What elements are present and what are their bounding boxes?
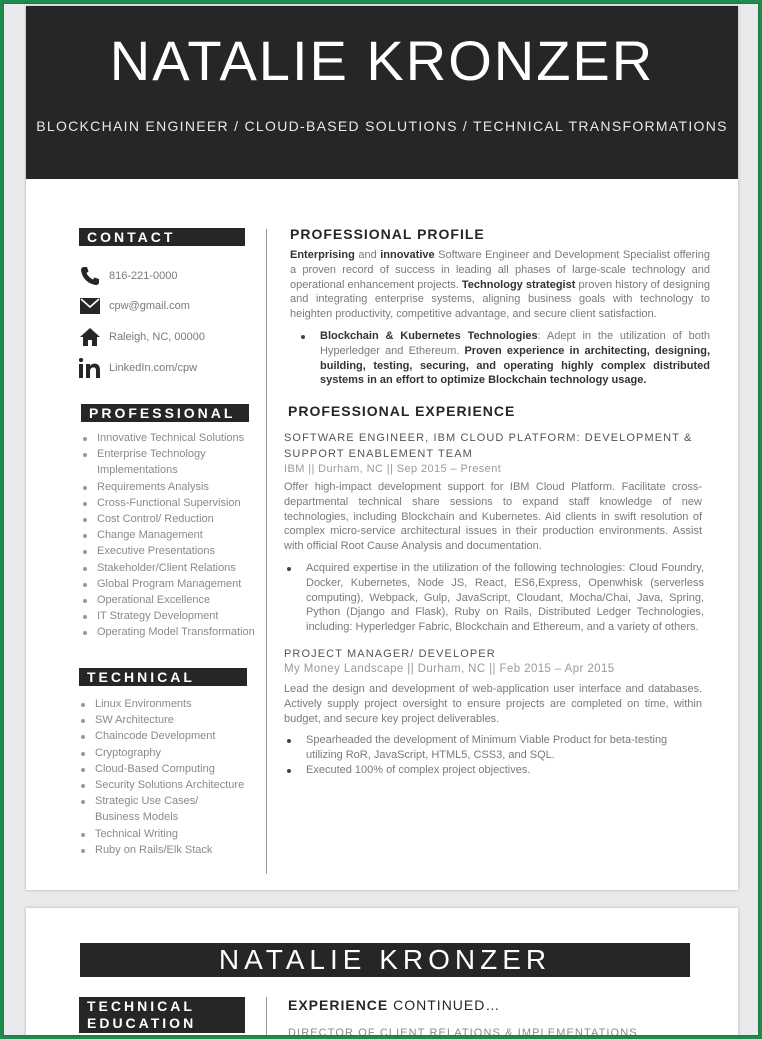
list-item: Innovative Technical Solutions: [83, 430, 261, 446]
list-item: Cloud-Based Computing: [81, 761, 259, 777]
list-item: Linux Environments: [81, 696, 259, 712]
list-item: Technical Writing: [81, 826, 259, 842]
list-item: Executed 100% of complex project objectives.: [284, 763, 704, 778]
envelope-icon: [79, 295, 101, 317]
list-item: Requirements Analysis: [83, 479, 261, 495]
document-viewer: [3, 3, 759, 1036]
list-item: Operating Model Transformation: [83, 624, 261, 640]
list-item: Change Management: [83, 527, 261, 543]
list-item: Global Program Management: [83, 576, 261, 592]
job-title: PROJECT MANAGER/ DEVELOPER: [284, 648, 496, 660]
list-item: IT Strategy Development: [83, 608, 261, 624]
profile-summary: Enterprising and innovative Software Engineer and Development Specialist offering a proven record of success in leading all phases of large-scale technology and operational enhancement projects. Technology strategist proven history of designing and integrating enterprise systems, aligning business goals with technology to heighten productivity, competitive advantage, and secure client satisfaction.: [290, 249, 710, 321]
list-item: SW Architecture: [81, 712, 259, 728]
linkedin-url: LinkedIn.com/cpw: [109, 362, 198, 374]
list-item: Cryptography: [81, 745, 259, 761]
resume-page-1: [26, 6, 738, 890]
job-summary: Offer high-impact development support for IBM Cloud Platform. Facilitate cross-departmental technical share sessions to expand staff knowledge of new technologies, including Blockchain and Kubernetes. Aid clients in swift resolution of complex micro-service architectural issues in their production environments. Assist with official Root Cause Analysis and documentation.: [284, 481, 702, 553]
list-item: Chaincode Development: [81, 728, 259, 744]
job-bullets: [284, 561, 704, 635]
list-item: Ruby on Rails/Elk Stack: [81, 842, 259, 858]
job-meta: IBM || Durham, NC || Sep 2015 – Present: [284, 463, 502, 475]
email-address: cpw@gmail.com: [109, 300, 190, 312]
experience-continued-heading: EXPERIENCE CONTINUED…: [288, 997, 501, 1013]
contact-location: [79, 326, 259, 348]
column-divider: [266, 997, 267, 1036]
professional-skills-list: [83, 430, 261, 641]
job-summary: Lead the design and development of web-application user interface and databases. Actively supply project oversight to ensure projects are completed on time, within budget, and secure key project deliverables.: [284, 683, 702, 725]
home-icon: [79, 326, 101, 348]
contact-email: [79, 295, 259, 317]
contact-heading: CONTACT: [79, 228, 245, 246]
profile-bullets: [298, 329, 710, 388]
list-item: Stakeholder/Client Relations: [83, 560, 261, 576]
location-text: Raleigh, NC, 00000: [109, 331, 206, 343]
job-title: DIRECTOR OF CLIENT RELATIONS & IMPLEMENTATIONS: [288, 1027, 638, 1036]
professional-heading: PROFESSIONAL: [81, 404, 249, 422]
linkedin-icon: [79, 357, 101, 379]
contact-linkedin: [79, 357, 259, 379]
list-item: Executive Presentations: [83, 543, 261, 559]
candidate-name: NATALIE KRONZER: [80, 943, 690, 977]
job-meta: My Money Landscape || Durham, NC || Feb 2015 – Apr 2015: [284, 663, 615, 675]
profile-lead-2: innovative: [380, 249, 435, 261]
job-bullets: [284, 733, 704, 777]
list-item: Enterprise Technology Implementations: [83, 446, 261, 478]
contact-phone: [79, 265, 259, 287]
technical-heading: TECHNICAL: [79, 668, 247, 686]
column-divider: [266, 229, 267, 874]
list-item: Security Solutions Architecture: [81, 777, 259, 793]
resume-page-2: [26, 908, 738, 1036]
job-title: SOFTWARE ENGINEER, IBM CLOUD PLATFORM: DEVELOPMENT & SUPPORT ENABLEMENT TEAM: [284, 432, 693, 460]
profile-heading: PROFESSIONAL PROFILE: [290, 226, 485, 242]
list-item: Acquired expertise in the utilization of the following technologies: Cloud Foundry, Docker, Kubernetes, Node JS, React, ES6,Express, Openwhisk (serverless computing), Webpack, Gulp, JavaScript, Cloudant, Mocha/Chai, Java, Spring, Python (Django and Flask), Ruby on Rails, Distributed Ledger Technologies, including: Hyperledger Fabric, Blockchain and Ethereum, and a variety of others.: [284, 561, 704, 635]
profile-lead-1: Enterprising: [290, 249, 355, 261]
list-item: Operational Excellence: [83, 592, 261, 608]
technical-education-heading: TECHNICAL EDUCATION: [79, 997, 245, 1033]
experience-heading: PROFESSIONAL EXPERIENCE: [288, 403, 516, 419]
list-item: Blockchain & Kubernetes Technologies: Adept in the utilization of both Hyperledger and Ethereum. Proven experience in architecting, designing, building, testing, securing, and operating highly complex distributed systems in an effort to optimize Blockchain technology usage.: [298, 329, 710, 388]
resume-header: [26, 6, 738, 179]
candidate-name: NATALIE KRONZER: [109, 29, 655, 92]
phone-icon: [79, 265, 101, 287]
list-item: Strategic Use Cases/ Business Models: [81, 793, 231, 825]
list-item: Cost Control/ Reduction: [83, 511, 261, 527]
phone-number: 816-221-0000: [109, 270, 178, 282]
technical-skills-list: [81, 696, 259, 858]
list-item: Cross-Functional Supervision: [83, 495, 261, 511]
candidate-tagline: BLOCKCHAIN ENGINEER / CLOUD-BASED SOLUTIONS / TECHNICAL TRANSFORMATIONS: [36, 118, 728, 134]
list-item: Spearheaded the development of Minimum Viable Product for beta-testing utilizing RoR, JavaScript, HTML5, CSS3, and SQL.: [284, 733, 704, 763]
profile-lead-3: Technology strategist: [461, 278, 576, 291]
